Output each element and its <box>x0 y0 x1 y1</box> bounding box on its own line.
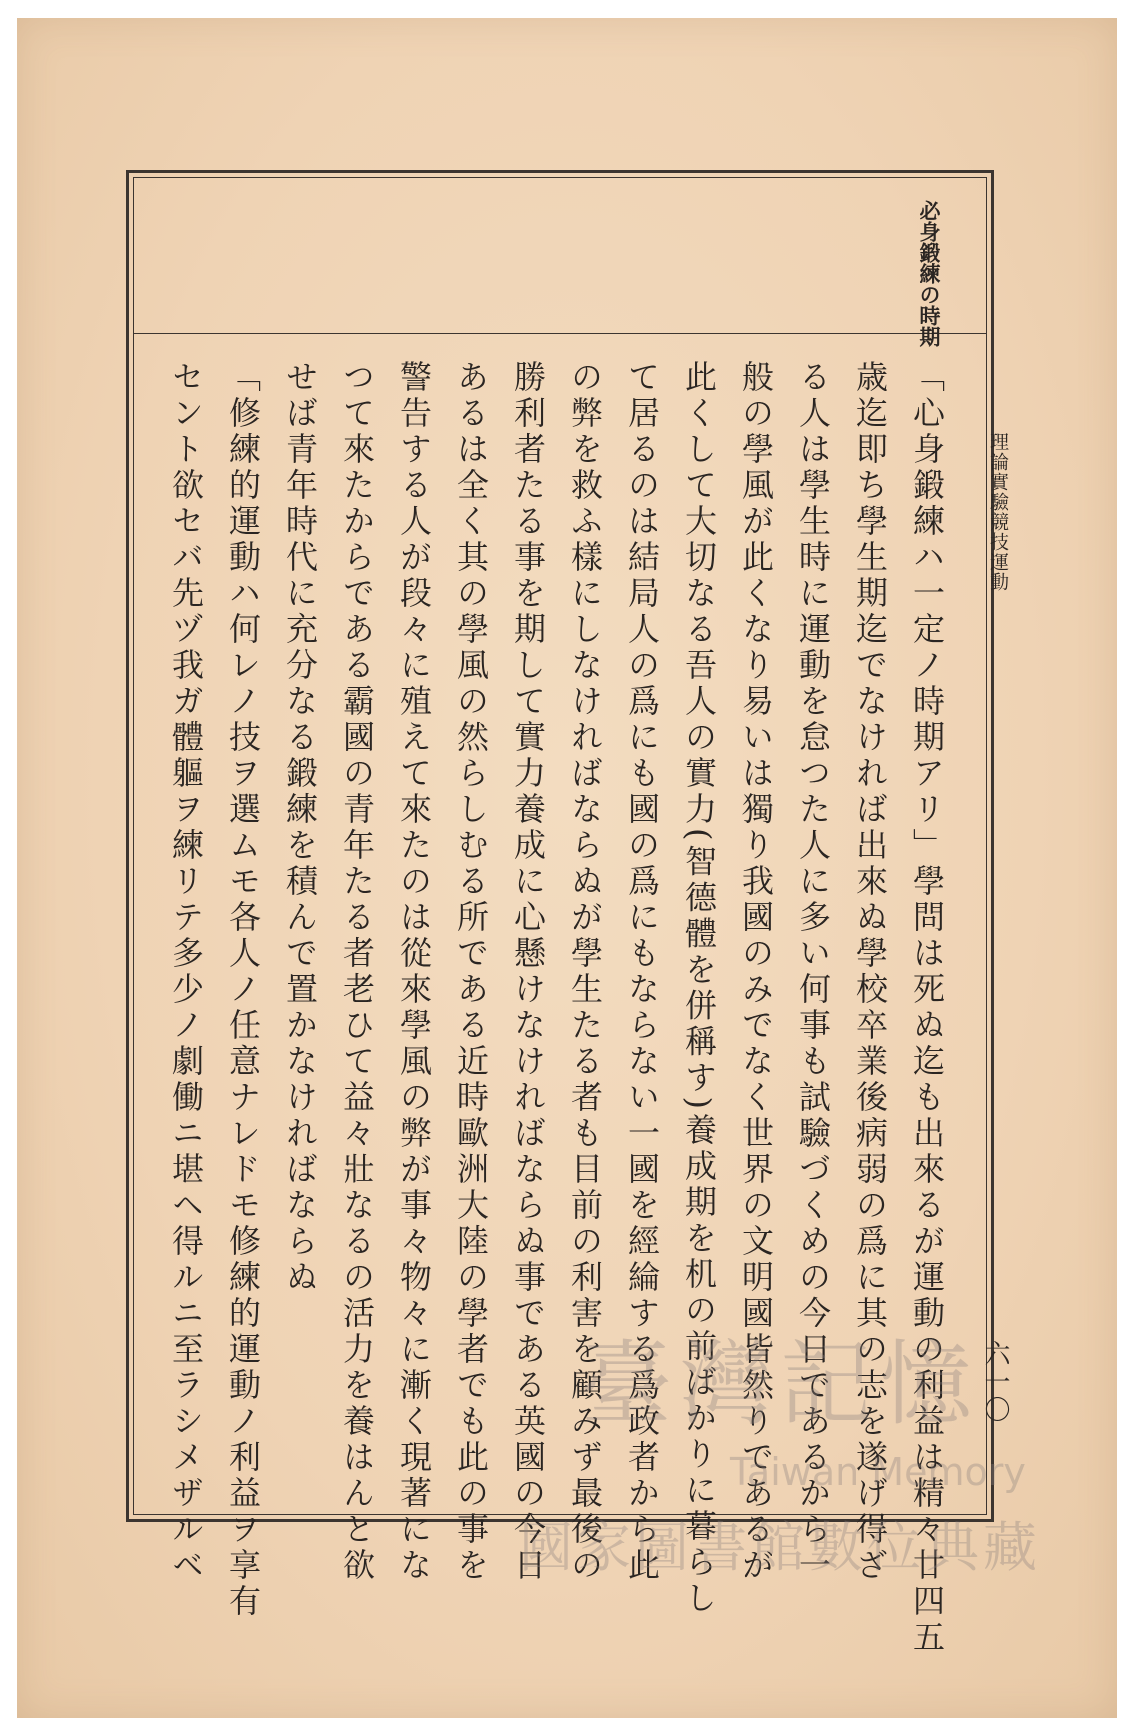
header-rule <box>133 333 987 334</box>
watermark-sub-text: 國家圖書館數位典藏 <box>519 1516 1041 1579</box>
marginal-note: 必身鍛練の時期 <box>917 200 942 347</box>
body-text: 「心身鍛練ハ一定ノ時期アリ」學問は死ぬ迄も出來るが運動の利益は精々廿四五 歳迄即ち學生期迄でなければ出來ぬ學校卒業後病弱の爲に其の志を遂げ得ざ る人は學生時に運動を怠つた人に多い何事も試驗づくめの今日であるから一 般の學風が此くなり易いは獨り我國のみでなく世界の文明國皆然りであるが 此くして大切なる吾人の實力(智德體を併稱す)養成期を机の前ばかりに暮らし て居るのは結局人の爲にも國の爲にもならない一國を經綸する爲政者から此 の弊を救ふ樣にしなければならぬが學生たる者も目前の利害を顧みず最後の 勝利者たる事を期して實力養成に心懸けなければならぬ事である英國の今日 あるは全く其の學風の然らしむる所である近時歐洲大陸の學者でも此の事を 警告する人が段々に殖えて來たのは從來學風の弊が事々物々に漸く現著にな つて來たからである霸國の青年たる者老ひて益々壯なるの活力を養はんと欲 せば青年時代に充分なる鍛練を積んで置かなければならぬ 「修練的運動ハ何レノ技ヲ選ムモ各人ノ任意ナレドモ修練的運動ノ利益ヲ享有 セント欲セバ先ヅ我ガ體軀ヲ練リテ多少ノ劇働ニ堪ヘ得ルニ至ラシメザルベ <box>167 360 946 1656</box>
watermark-large-text: 臺灣記憶 <box>579 1331 980 1438</box>
library-watermark <box>500 1330 1060 1600</box>
watermark-english-text: Taiwan Memory <box>730 1450 1026 1494</box>
page-number: 六一〇 <box>980 1340 1010 1424</box>
running-head: 理論實驗競技運動 <box>987 432 1009 592</box>
